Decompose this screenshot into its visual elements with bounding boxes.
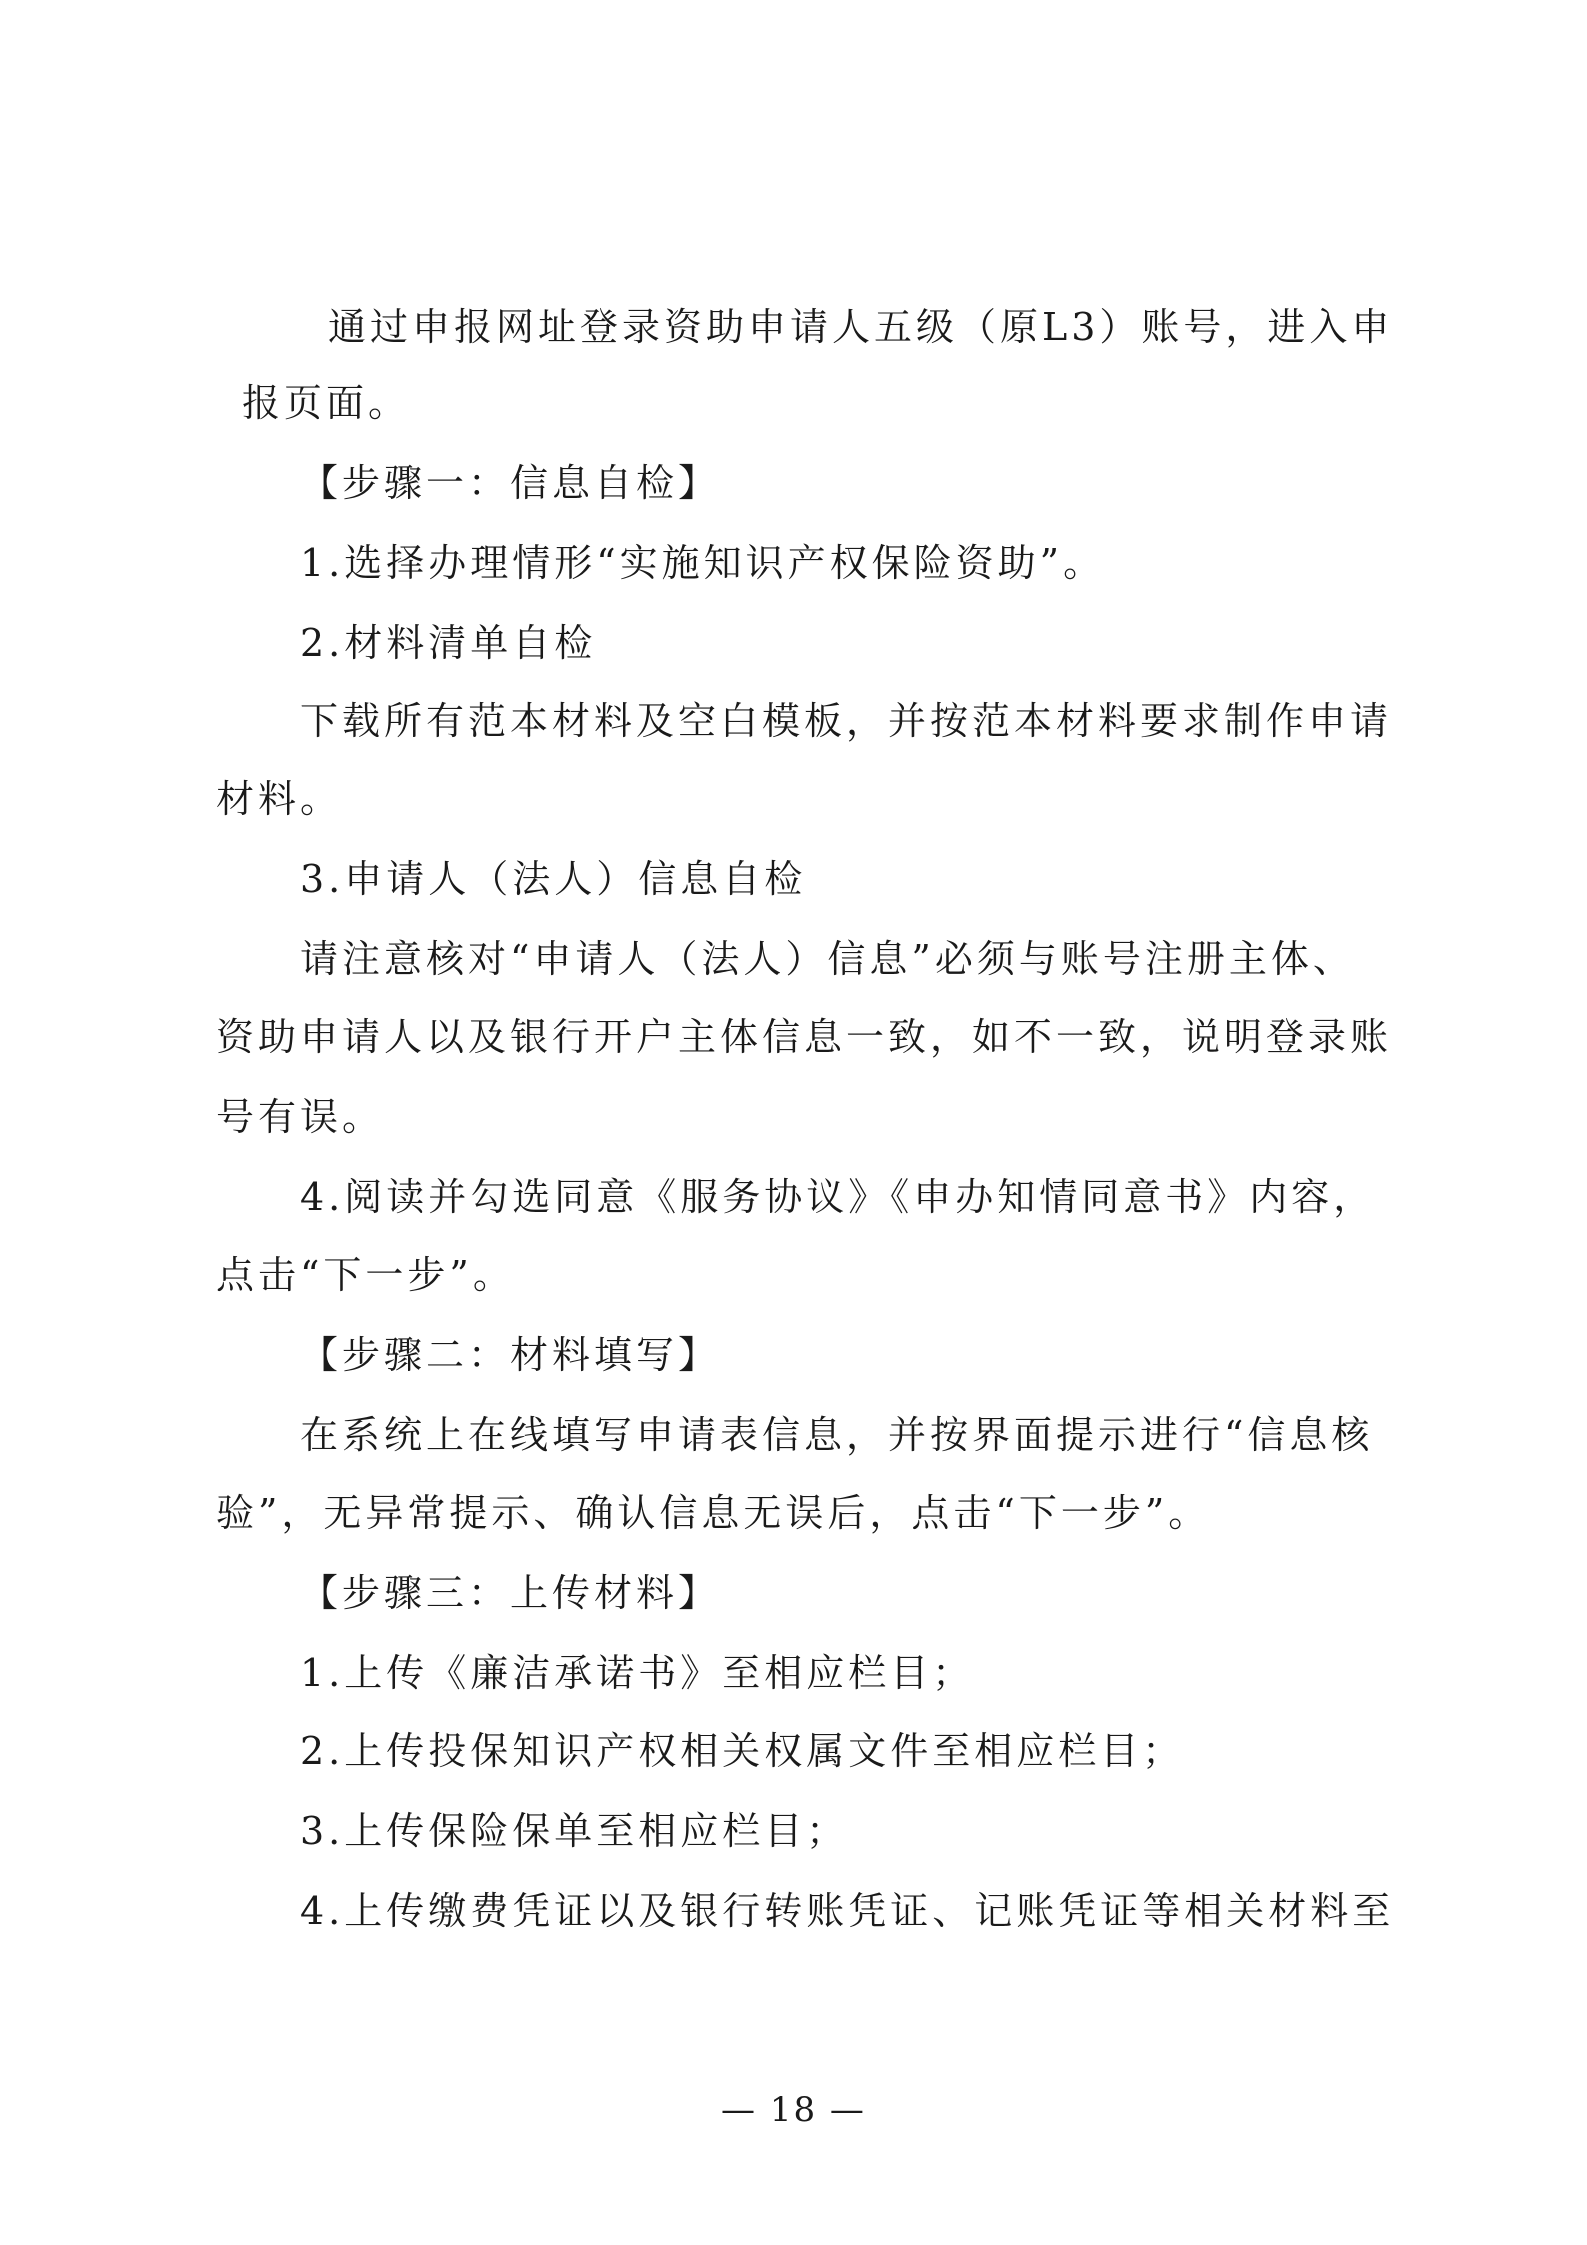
page-number: — 18 — — [721, 2090, 866, 2130]
paragraph-line-3: 下载所有范本材料及空白模板，并按范本材料要求制作申请 — [300, 699, 1393, 743]
paragraph-line-4: 材料。 — [216, 777, 343, 821]
paragraph-line-7: 号有误。 — [216, 1095, 385, 1139]
list-item-5: 1.上传《廉洁承诺书》至相应栏目； — [300, 1651, 975, 1695]
paragraph-line-8: 点击“下一步”。 — [216, 1253, 515, 1297]
section-heading-step-2: 【步骤二：材料填写】 — [300, 1333, 721, 1377]
section-heading-step-1: 【步骤一：信息自检】 — [300, 461, 721, 505]
paragraph-line-2: 报页面。 — [242, 381, 411, 425]
list-item-7: 3.上传保险保单至相应栏目； — [300, 1809, 849, 1853]
list-item-1: 1.选择办理情形“实施知识产权保险资助”。 — [300, 541, 1106, 585]
paragraph-line-9: 在系统上在线填写申请表信息，并按界面提示进行“信息核 — [300, 1413, 1374, 1457]
paragraph-line-10: 验”，无异常提示、确认信息无误后，点击“下一步”。 — [216, 1491, 1211, 1535]
paragraph-line-1: 通过申报网址登录资助申请人五级（原L3）账号，进入申 — [328, 305, 1394, 349]
paragraph-line-6: 资助申请人以及银行开户主体信息一致，如不一致，说明登录账 — [216, 1015, 1393, 1059]
list-item-8: 4.上传缴费凭证以及银行转账凭证、记账凭证等相关材料至 — [300, 1889, 1395, 1933]
list-item-4: 4.阅读并勾选同意《服务协议》《申办知情同意书》内容， — [300, 1175, 1376, 1219]
list-item-3: 3.申请人（法人）信息自检 — [300, 857, 807, 901]
list-item-6: 2.上传投保知识产权相关权属文件至相应栏目； — [300, 1729, 1185, 1773]
paragraph-line-5: 请注意核对“申请人（法人）信息”必须与账号注册主体、 — [300, 937, 1355, 981]
section-heading-step-3: 【步骤三：上传材料】 — [300, 1571, 721, 1615]
list-item-2: 2.材料清单自检 — [300, 621, 597, 665]
